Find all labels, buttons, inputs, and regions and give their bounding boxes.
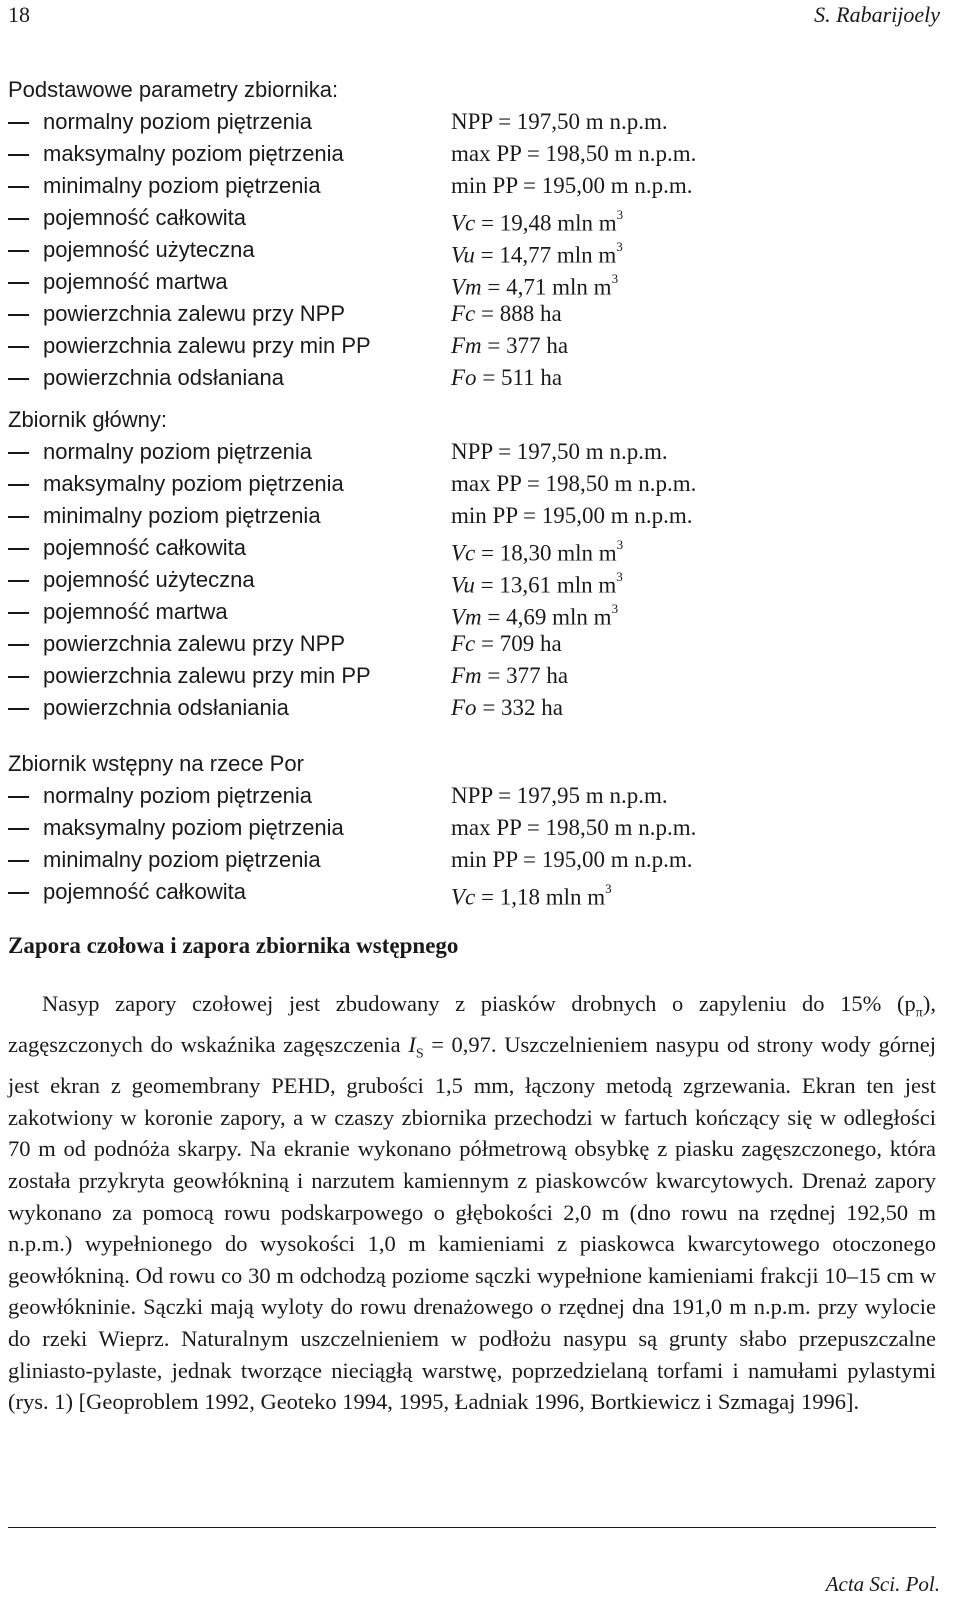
param-unit-exponent: 3 [616, 569, 623, 584]
param-row [8, 780, 948, 812]
param-unit-exponent: 3 [611, 601, 619, 616]
param-value-text: = 377 ha [481, 663, 569, 688]
param-value-text: NPP = 197,50 m n.p.m. [451, 109, 668, 134]
param-row [8, 500, 948, 532]
param-row [8, 468, 948, 500]
param-row [8, 170, 948, 202]
param-label: powierzchnia zalewu przy min PP [43, 333, 371, 358]
page-number: 18 [8, 2, 30, 27]
footer-rule [8, 1527, 936, 1528]
param-symbol: Fc [451, 301, 476, 326]
section-heading: Zapora czołowa i zapora zbiornika wstępnego [8, 933, 459, 958]
param-label: pojemność całkowita [43, 535, 246, 560]
param-row [8, 596, 948, 628]
param-row [8, 564, 948, 596]
param-value-text: = 332 ha [476, 695, 563, 720]
param-row [8, 812, 948, 844]
param-label: minimalny poziom piętrzenia [43, 847, 321, 872]
param-symbol: Vu [451, 242, 475, 268]
param-symbol: Vc [451, 540, 476, 566]
param-label: minimalny poziom piętrzenia [43, 173, 321, 198]
param-value-text: = 4,71 mln m [481, 274, 612, 300]
section-title: Zbiornik główny: [8, 407, 167, 432]
param-label: powierzchnia odsłaniana [43, 365, 284, 390]
param-label: normalny poziom piętrzenia [43, 439, 313, 464]
param-value [451, 138, 696, 170]
param-value-text: = 4,69 mln m [481, 604, 612, 630]
param-row [8, 660, 948, 692]
param-value [451, 468, 696, 500]
param-row [8, 106, 948, 138]
param-value-text: NPP = 197,95 m n.p.m. [451, 783, 668, 808]
param-row [8, 234, 948, 266]
param-unit-exponent: 3 [611, 271, 619, 286]
param-row [8, 436, 948, 468]
param-value-text: min PP = 195,00 m n.p.m. [451, 173, 693, 198]
param-label: pojemność całkowita [43, 879, 246, 904]
param-value [451, 628, 562, 660]
param-row [8, 532, 948, 564]
running-author: S. Rabarijoely [814, 2, 940, 27]
body-paragraph: Nasyp zapory czołowej jest zbudowany z piasków drobnych o zapyleniu do 15% $(p_\pi)$, zagęszczonych do wskaźnika zagęszczenia $I_S = 0,97$. Uszczelnieniem nasypu od strony wody górnej jest ekran z geomembrany PEHD, grubości 1,5 mm, łączony metodą zgrzewania. Ekran ten jest zakotwiony w koronie zapory, a w czaszy zbiornika przechodzi w fartuch kończący się w odległości 70 m od podnóża skarpy. Na ekranie wykonano półmetrową obsybkę z piasku zagęszczonego, która została przykryta geowłókniną i narzutem kamiennym z piaskowców kwarcytowych. Drenaż zapory wykonano za pomocą rowu podskarpowego o głębokości 2,0 m (dno rowu na rzędnej 192,50 m n.p.m.) wypełnionego do wysokości 1,0 m kamieniami z piaskowca kwarcytowego otoczonego geowłókniną. Od rowu co 30 m odchodzą poziome sączki wypełnione kamieniami frakcji 10–15 cm w geowłókninie. Sączki mają wyloty do rowu drenażowego o rzędnej dna 191,0 m n.p.m. przy wylocie do rzeki Wieprz. Naturalnym uszczelnieniem w podłożu nasypu są grunty słabo przepuszczalne gliniasto-pylaste, jednak tworzące nieciągłą warstwę, poprzedzielaną torfami i namułami pylastymi (rys. 1) [Geoproblem 1992, Geoteko 1994, 1995, Ładniak 1996, Bortkiewicz i Szmagaj 1996]. [8, 991, 937, 1415]
param-label: pojemność użyteczna [43, 567, 255, 592]
param-value-text: = 888 ha [475, 301, 562, 326]
param-value [451, 692, 563, 724]
param-label: pojemność martwa [43, 599, 228, 624]
param-value [451, 812, 696, 844]
param-row [8, 202, 948, 234]
param-value [451, 298, 562, 330]
param-value-text: = 18,30 mln m [475, 540, 617, 566]
param-value-text: = 14,77 mln m [474, 242, 617, 268]
param-unit-exponent: 3 [616, 207, 624, 222]
param-row [8, 362, 948, 394]
param-unit-exponent: 3 [616, 537, 624, 552]
param-symbol: Vu [451, 572, 475, 598]
param-value [451, 780, 668, 812]
param-label: minimalny poziom piętrzenia [43, 503, 321, 528]
param-label: pojemność martwa [43, 269, 228, 294]
param-label: powierzchnia odsłaniania [43, 695, 289, 720]
param-label: pojemność całkowita [43, 205, 246, 230]
param-row [8, 298, 948, 330]
param-value [451, 876, 612, 914]
param-row [8, 876, 948, 908]
param-label: powierzchnia zalewu przy min PP [43, 663, 371, 688]
param-label: maksymalny poziom piętrzenia [43, 815, 344, 840]
param-unit-exponent: 3 [605, 881, 612, 896]
param-value-text: = 511 ha [476, 365, 563, 390]
param-row [8, 330, 948, 362]
param-value [451, 170, 693, 202]
param-label: maksymalny poziom piętrzenia [43, 471, 344, 496]
param-row [8, 844, 948, 876]
param-row [8, 692, 948, 724]
param-value-text: = 13,61 mln m [474, 572, 617, 598]
param-label: normalny poziom piętrzenia [43, 783, 313, 808]
param-symbol: Fm [451, 333, 482, 358]
param-label: powierzchnia zalewu przy NPP [43, 301, 346, 326]
param-symbol: Vm [451, 274, 482, 300]
param-value [451, 844, 693, 876]
param-label: powierzchnia zalewu przy NPP [43, 631, 346, 656]
param-symbol: Fc [451, 631, 476, 656]
param-value-text: min PP = 195,00 m n.p.m. [451, 503, 693, 528]
param-value [451, 330, 568, 362]
param-value-text: max PP = 198,50 m n.p.m. [451, 141, 697, 166]
param-symbol: Vc [451, 884, 476, 910]
param-label: pojemność użyteczna [43, 237, 255, 262]
param-label: maksymalny poziom piętrzenia [43, 141, 344, 166]
param-value-text: = 19,48 mln m [475, 210, 617, 236]
param-value-text: min PP = 195,00 m n.p.m. [451, 847, 693, 872]
section-title: Podstawowe parametry zbiornika: [8, 77, 339, 102]
param-row [8, 266, 948, 298]
section-pre-reservoir [8, 748, 948, 908]
param-value-text: = 377 ha [481, 333, 569, 358]
param-unit-exponent: 3 [616, 239, 623, 254]
journal-name: Acta Sci. Pol. [825, 1572, 940, 1596]
param-symbol: Fo [451, 365, 477, 390]
param-row [8, 628, 948, 660]
section-title: Zbiornik wstępny na rzece Por [8, 751, 304, 776]
param-value [451, 362, 562, 394]
param-symbol: Vc [451, 210, 476, 236]
param-value-text: NPP = 197,50 m n.p.m. [451, 439, 668, 464]
param-value [451, 660, 568, 692]
param-value [451, 106, 668, 138]
param-row [8, 138, 948, 170]
param-value-text: max PP = 198,50 m n.p.m. [451, 471, 697, 496]
section-reservoir-basic [8, 74, 948, 394]
param-symbol: Fm [451, 663, 482, 688]
param-symbol: Fo [451, 695, 477, 720]
section-main-reservoir [8, 404, 948, 724]
param-label: normalny poziom piętrzenia [43, 109, 313, 134]
param-value-text: = 709 ha [475, 631, 562, 656]
param-symbol: Vm [451, 604, 482, 630]
param-value-text: = 1,18 mln m [475, 884, 606, 910]
param-value-text: max PP = 198,50 m n.p.m. [451, 815, 697, 840]
param-value [451, 500, 693, 532]
param-value [451, 436, 668, 468]
